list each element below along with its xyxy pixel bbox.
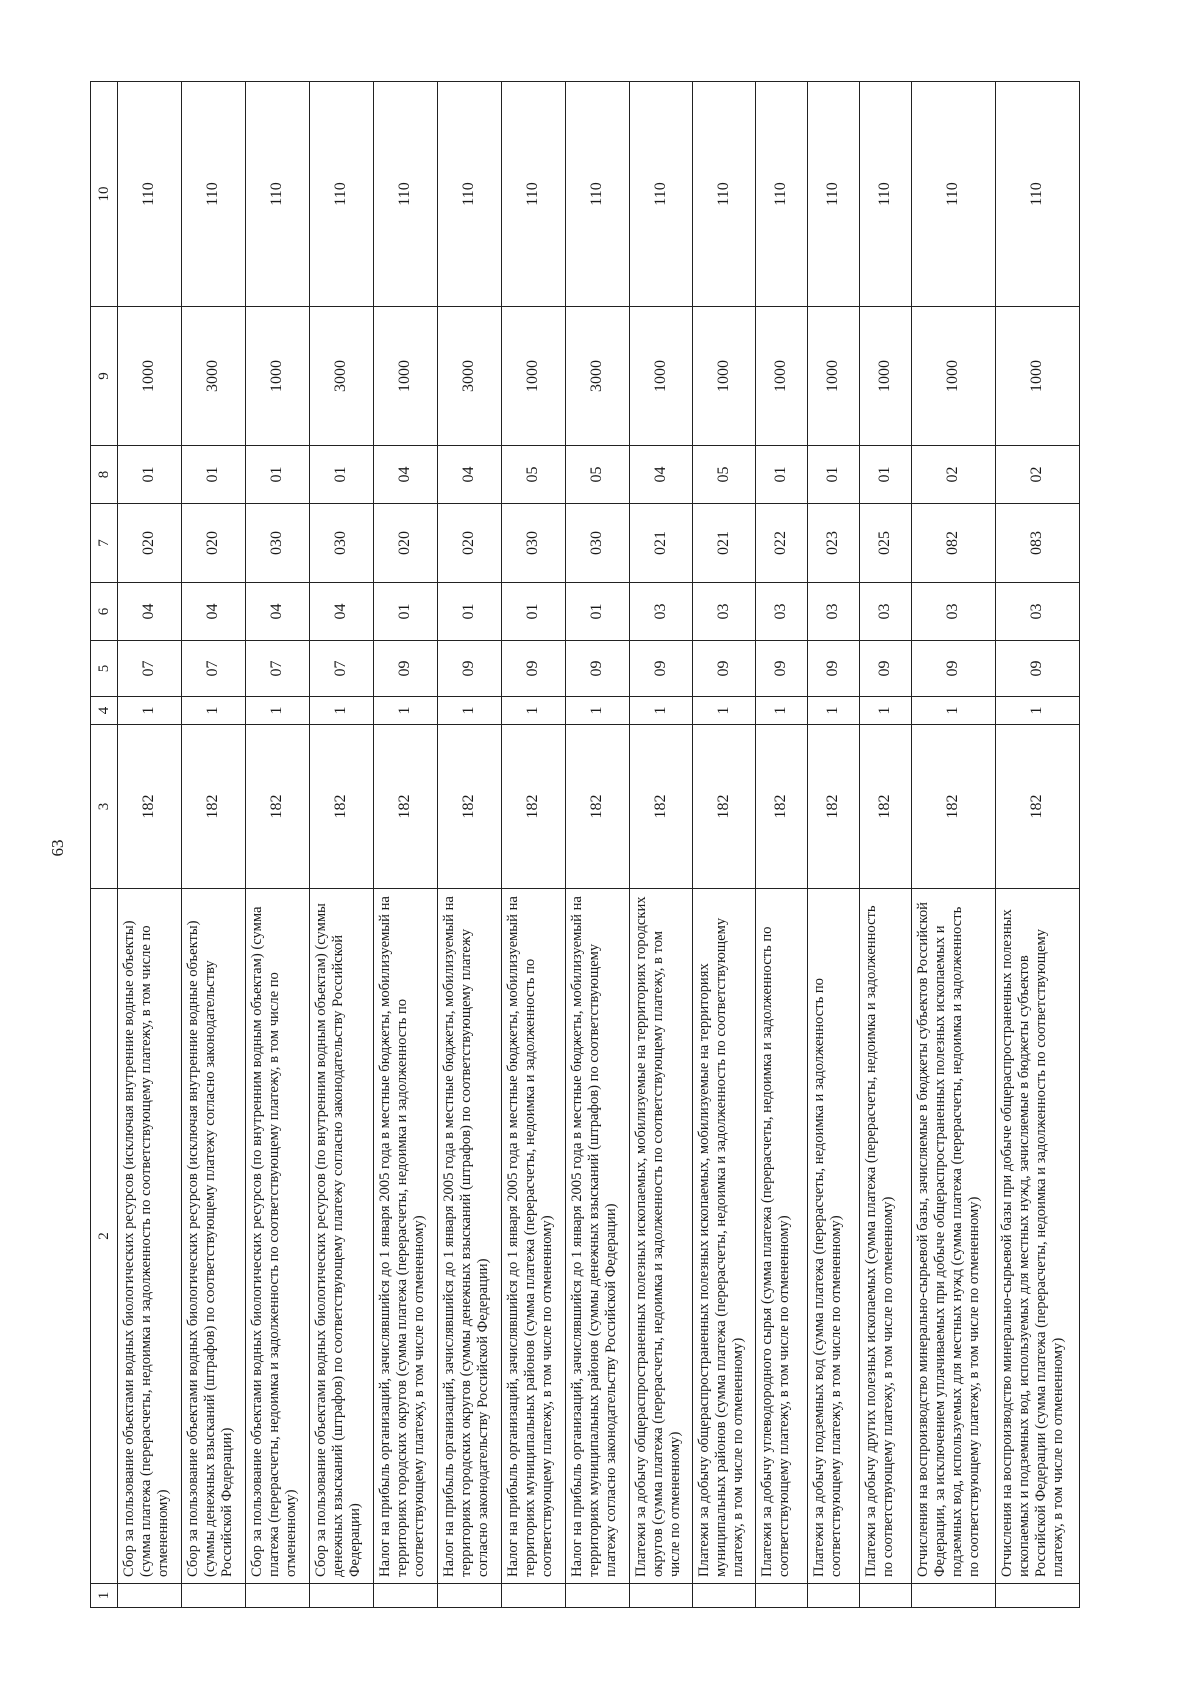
column-header: 2 bbox=[91, 889, 118, 1584]
row-cell-col1 bbox=[438, 1584, 502, 1608]
row-cell-col1 bbox=[566, 1584, 630, 1608]
row-code-c4: 1 bbox=[374, 697, 438, 725]
row-code-c10: 110 bbox=[246, 82, 310, 307]
row-code-c8: 04 bbox=[630, 446, 693, 504]
row-code-c9: 3000 bbox=[310, 307, 374, 446]
row-cell-col1 bbox=[310, 1584, 374, 1608]
row-code-c6: 01 bbox=[502, 583, 566, 641]
row-code-c10: 110 bbox=[182, 82, 246, 307]
row-cell-col1 bbox=[808, 1584, 860, 1608]
row-code-c10: 110 bbox=[860, 82, 912, 307]
row-code-c6: 01 bbox=[374, 583, 438, 641]
table-row bbox=[118, 82, 182, 1608]
row-code-c10: 110 bbox=[502, 82, 566, 307]
row-code-c5: 07 bbox=[182, 641, 246, 697]
row-code-c3: 182 bbox=[808, 725, 860, 889]
row-code-c6: 04 bbox=[182, 583, 246, 641]
row-cell-col1 bbox=[996, 1584, 1080, 1608]
row-code-c3: 182 bbox=[566, 725, 630, 889]
row-cell-col1 bbox=[860, 1584, 912, 1608]
row-description: Сбор за пользование объектами водных биологических ресурсов (по внутренним водным объектам) (сумма платежа (перерасчеты, недоимка и задолженность по соответствующему платежу, в том числе по отмененному) bbox=[246, 889, 310, 1584]
row-code-c3: 182 bbox=[374, 725, 438, 889]
table-row bbox=[756, 82, 808, 1608]
row-cell-col1 bbox=[912, 1584, 996, 1608]
row-code-c9: 3000 bbox=[438, 307, 502, 446]
row-code-c4: 1 bbox=[693, 697, 756, 725]
row-code-c8: 04 bbox=[438, 446, 502, 504]
row-code-c9: 1000 bbox=[693, 307, 756, 446]
row-code-c6: 03 bbox=[808, 583, 860, 641]
row-code-c5: 09 bbox=[374, 641, 438, 697]
row-description: Платежи за добычу других полезных ископаемых (сумма платежа (перерасчеты, недоимка и задолженность по соответствующему платежу, в том числе по отмененному) bbox=[860, 889, 912, 1584]
row-code-c6: 04 bbox=[118, 583, 182, 641]
row-code-c4: 1 bbox=[860, 697, 912, 725]
column-header: 4 bbox=[91, 697, 118, 725]
row-code-c4: 1 bbox=[912, 697, 996, 725]
row-code-c4: 1 bbox=[630, 697, 693, 725]
row-code-c9: 1000 bbox=[860, 307, 912, 446]
row-cell-col1 bbox=[246, 1584, 310, 1608]
table-row bbox=[996, 82, 1080, 1608]
row-code-c6: 01 bbox=[566, 583, 630, 641]
table-row bbox=[693, 82, 756, 1608]
row-code-c8: 02 bbox=[996, 446, 1080, 504]
row-code-c4: 1 bbox=[438, 697, 502, 725]
row-code-c3: 182 bbox=[912, 725, 996, 889]
row-code-c3: 182 bbox=[246, 725, 310, 889]
row-code-c10: 110 bbox=[756, 82, 808, 307]
row-code-c7: 020 bbox=[438, 504, 502, 583]
column-header: 1 bbox=[91, 1584, 118, 1608]
row-code-c8: 01 bbox=[118, 446, 182, 504]
row-code-c6: 03 bbox=[860, 583, 912, 641]
row-description: Налог на прибыль организаций, зачислявшийся до 1 января 2005 года в местные бюджеты, мобилизуемый на территориях муниципальных районов (суммы денежных взысканий (штрафов) по соответствующему платежу согласно законодательству Российской Федерации) bbox=[566, 889, 630, 1584]
row-code-c3: 182 bbox=[118, 725, 182, 889]
row-code-c4: 1 bbox=[502, 697, 566, 725]
row-code-c9: 1000 bbox=[246, 307, 310, 446]
row-code-c4: 1 bbox=[566, 697, 630, 725]
row-code-c6: 04 bbox=[310, 583, 374, 641]
row-code-c7: 083 bbox=[996, 504, 1080, 583]
row-code-c9: 1000 bbox=[756, 307, 808, 446]
row-code-c5: 09 bbox=[912, 641, 996, 697]
row-code-c7: 023 bbox=[808, 504, 860, 583]
row-code-c8: 05 bbox=[502, 446, 566, 504]
row-cell-col1 bbox=[182, 1584, 246, 1608]
row-description: Налог на прибыль организаций, зачислявшийся до 1 января 2005 года в местные бюджеты, мобилизуемый на территориях муниципальных районов (сумма платежа (перерасчеты, недоимка и задолженность по соответствующему платежу, в том числе по отмененному) bbox=[502, 889, 566, 1584]
row-code-c8: 01 bbox=[246, 446, 310, 504]
row-cell-col1 bbox=[756, 1584, 808, 1608]
row-code-c3: 182 bbox=[502, 725, 566, 889]
table-row bbox=[502, 82, 566, 1608]
row-code-c9: 1000 bbox=[996, 307, 1080, 446]
row-code-c5: 07 bbox=[246, 641, 310, 697]
row-code-c5: 09 bbox=[630, 641, 693, 697]
row-code-c6: 03 bbox=[630, 583, 693, 641]
row-code-c9: 1000 bbox=[808, 307, 860, 446]
row-code-c4: 1 bbox=[756, 697, 808, 725]
header-row bbox=[91, 82, 118, 1608]
page-number: 63 bbox=[48, 839, 67, 857]
row-code-c4: 1 bbox=[808, 697, 860, 725]
table-row bbox=[438, 82, 502, 1608]
column-header: 6 bbox=[91, 583, 118, 641]
row-code-c9: 3000 bbox=[566, 307, 630, 446]
row-description: Отчисления на воспроизводство минерально-сырьевой базы, зачисляемые в бюджеты субъектов Российской Федерации, за исключением уплачиваемых при добыче общераспространенных полезных ископаемых и подземных вод, используемых для местных нужд (сумма платежа (перерасчеты, недоимка и задолженность по соответствующему платежу, в том числе по отмененному) bbox=[912, 889, 996, 1584]
row-code-c4: 1 bbox=[310, 697, 374, 725]
table-row bbox=[808, 82, 860, 1608]
row-code-c6: 03 bbox=[996, 583, 1080, 641]
row-code-c7: 020 bbox=[374, 504, 438, 583]
table-row bbox=[182, 82, 246, 1608]
row-code-c6: 04 bbox=[246, 583, 310, 641]
row-code-c8: 05 bbox=[566, 446, 630, 504]
table-row bbox=[374, 82, 438, 1608]
row-code-c9: 1000 bbox=[630, 307, 693, 446]
row-code-c8: 01 bbox=[860, 446, 912, 504]
row-description: Платежи за добычу общераспространенных полезных ископаемых, мобилизуемые на территориях муниципальных районов (сумма платежа (перерасчеты, недоимка и задолженность по соответствующему платежу, в том числе по отмененному) bbox=[693, 889, 756, 1584]
row-code-c6: 03 bbox=[912, 583, 996, 641]
row-description: Отчисления на воспроизводство минерально-сырьевой базы при добыче общераспространенных полезных ископаемых и подземных вод, используемых для местных нужд, зачисляемые в бюджеты субъектов Российской Федерации (сумма платежа (перерасчеты, недоимка и задолженность по соответствующему платежу, в том числе по отмененному) bbox=[996, 889, 1080, 1584]
row-code-c7: 021 bbox=[630, 504, 693, 583]
row-code-c7: 025 bbox=[860, 504, 912, 583]
row-code-c8: 01 bbox=[310, 446, 374, 504]
row-description: Сбор за пользование объектами водных биологических ресурсов (исключая внутренние водные объекты) (суммы денежных взысканий (штрафов) по соответствующему платежу согласно законодательству Российской Федерации) bbox=[182, 889, 246, 1584]
table-row bbox=[912, 82, 996, 1608]
table-row bbox=[310, 82, 374, 1608]
row-code-c10: 110 bbox=[438, 82, 502, 307]
row-cell-col1 bbox=[374, 1584, 438, 1608]
row-code-c10: 110 bbox=[996, 82, 1080, 307]
column-header: 10 bbox=[91, 82, 118, 307]
table-row bbox=[860, 82, 912, 1608]
row-code-c9: 3000 bbox=[182, 307, 246, 446]
row-code-c7: 022 bbox=[756, 504, 808, 583]
table-row bbox=[246, 82, 310, 1608]
table-row bbox=[630, 82, 693, 1608]
row-code-c10: 110 bbox=[310, 82, 374, 307]
row-code-c4: 1 bbox=[996, 697, 1080, 725]
row-code-c7: 030 bbox=[502, 504, 566, 583]
row-code-c8: 01 bbox=[182, 446, 246, 504]
row-code-c7: 030 bbox=[310, 504, 374, 583]
row-code-c3: 182 bbox=[182, 725, 246, 889]
row-code-c7: 030 bbox=[566, 504, 630, 583]
row-description: Платежи за добычу углеводородного сырья (сумма платежа (перерасчеты, недоимка и задолженность по соответствующему платежу, в том числе по отмененному) bbox=[756, 889, 808, 1584]
row-code-c10: 110 bbox=[374, 82, 438, 307]
row-code-c5: 07 bbox=[310, 641, 374, 697]
row-code-c9: 1000 bbox=[912, 307, 996, 446]
row-code-c5: 09 bbox=[438, 641, 502, 697]
column-header: 9 bbox=[91, 307, 118, 446]
row-cell-col1 bbox=[502, 1584, 566, 1608]
row-code-c7: 020 bbox=[118, 504, 182, 583]
budget-code-table bbox=[90, 81, 1080, 1608]
row-code-c10: 110 bbox=[808, 82, 860, 307]
row-code-c9: 1000 bbox=[118, 307, 182, 446]
row-code-c5: 07 bbox=[118, 641, 182, 697]
row-code-c9: 1000 bbox=[502, 307, 566, 446]
row-code-c8: 01 bbox=[808, 446, 860, 504]
row-code-c6: 03 bbox=[693, 583, 756, 641]
rotated-table-container bbox=[90, 82, 1165, 1608]
row-code-c10: 110 bbox=[630, 82, 693, 307]
row-cell-col1 bbox=[118, 1584, 182, 1608]
row-code-c4: 1 bbox=[246, 697, 310, 725]
row-cell-col1 bbox=[630, 1584, 693, 1608]
row-code-c10: 110 bbox=[912, 82, 996, 307]
row-code-c5: 09 bbox=[808, 641, 860, 697]
row-code-c8: 02 bbox=[912, 446, 996, 504]
row-code-c5: 09 bbox=[502, 641, 566, 697]
row-description: Платежи за добычу общераспространенных полезных ископаемых, мобилизуемые на территориях городских округов (сумма платежа (перерасчеты, недоимка и задолженность по соответствующему платежу, в том числе по отмененному) bbox=[630, 889, 693, 1584]
row-cell-col1 bbox=[693, 1584, 756, 1608]
row-code-c3: 182 bbox=[756, 725, 808, 889]
row-code-c7: 030 bbox=[246, 504, 310, 583]
row-code-c10: 110 bbox=[566, 82, 630, 307]
row-description: Платежи за добычу подземных вод (сумма платежа (перерасчеты, недоимка и задолженность по соответствующему платежу, в том числе по отмененному) bbox=[808, 889, 860, 1584]
column-header: 7 bbox=[91, 504, 118, 583]
row-code-c5: 09 bbox=[996, 641, 1080, 697]
row-code-c5: 09 bbox=[693, 641, 756, 697]
row-code-c3: 182 bbox=[310, 725, 374, 889]
row-code-c3: 182 bbox=[438, 725, 502, 889]
row-code-c5: 09 bbox=[756, 641, 808, 697]
row-code-c7: 082 bbox=[912, 504, 996, 583]
table-row bbox=[566, 82, 630, 1608]
row-code-c7: 020 bbox=[182, 504, 246, 583]
row-code-c4: 1 bbox=[182, 697, 246, 725]
column-header: 8 bbox=[91, 446, 118, 504]
row-description: Налог на прибыль организаций, зачислявшийся до 1 января 2005 года в местные бюджеты, мобилизуемый на территориях городских округов (суммы денежных взысканий (штрафов) по соответствующему платежу согласно законодательству Российской Федерации) bbox=[438, 889, 502, 1584]
row-code-c3: 182 bbox=[630, 725, 693, 889]
row-code-c8: 04 bbox=[374, 446, 438, 504]
row-code-c4: 1 bbox=[118, 697, 182, 725]
row-code-c10: 110 bbox=[693, 82, 756, 307]
row-code-c9: 1000 bbox=[374, 307, 438, 446]
row-code-c6: 01 bbox=[438, 583, 502, 641]
row-code-c5: 09 bbox=[566, 641, 630, 697]
row-code-c10: 110 bbox=[118, 82, 182, 307]
row-code-c8: 01 bbox=[756, 446, 808, 504]
row-description: Сбор за пользование объектами водных биологических ресурсов (по внутренним водным объектам) (суммы денежных взысканий (штрафов) по соответствующему платежу согласно законодательству Российской Федерации) bbox=[310, 889, 374, 1584]
row-code-c3: 182 bbox=[693, 725, 756, 889]
row-code-c8: 05 bbox=[693, 446, 756, 504]
row-code-c3: 182 bbox=[996, 725, 1080, 889]
row-code-c6: 03 bbox=[756, 583, 808, 641]
row-code-c3: 182 bbox=[860, 725, 912, 889]
row-code-c5: 09 bbox=[860, 641, 912, 697]
column-header: 5 bbox=[91, 641, 118, 697]
column-header: 3 bbox=[91, 725, 118, 889]
row-description: Налог на прибыль организаций, зачислявшийся до 1 января 2005 года в местные бюджеты, мобилизуемый на территориях городских округов (сумма платежа (перерасчеты, недоимка и задолженность по соответствующему платежу, в том числе по отмененному) bbox=[374, 889, 438, 1584]
row-description: Сбор за пользование объектами водных биологических ресурсов (исключая внутренние водные объекты) (сумма платежа (перерасчеты, недоимка и задолженность по соответствующему платежу, в том числе по отмененному) bbox=[118, 889, 182, 1584]
row-code-c7: 021 bbox=[693, 504, 756, 583]
